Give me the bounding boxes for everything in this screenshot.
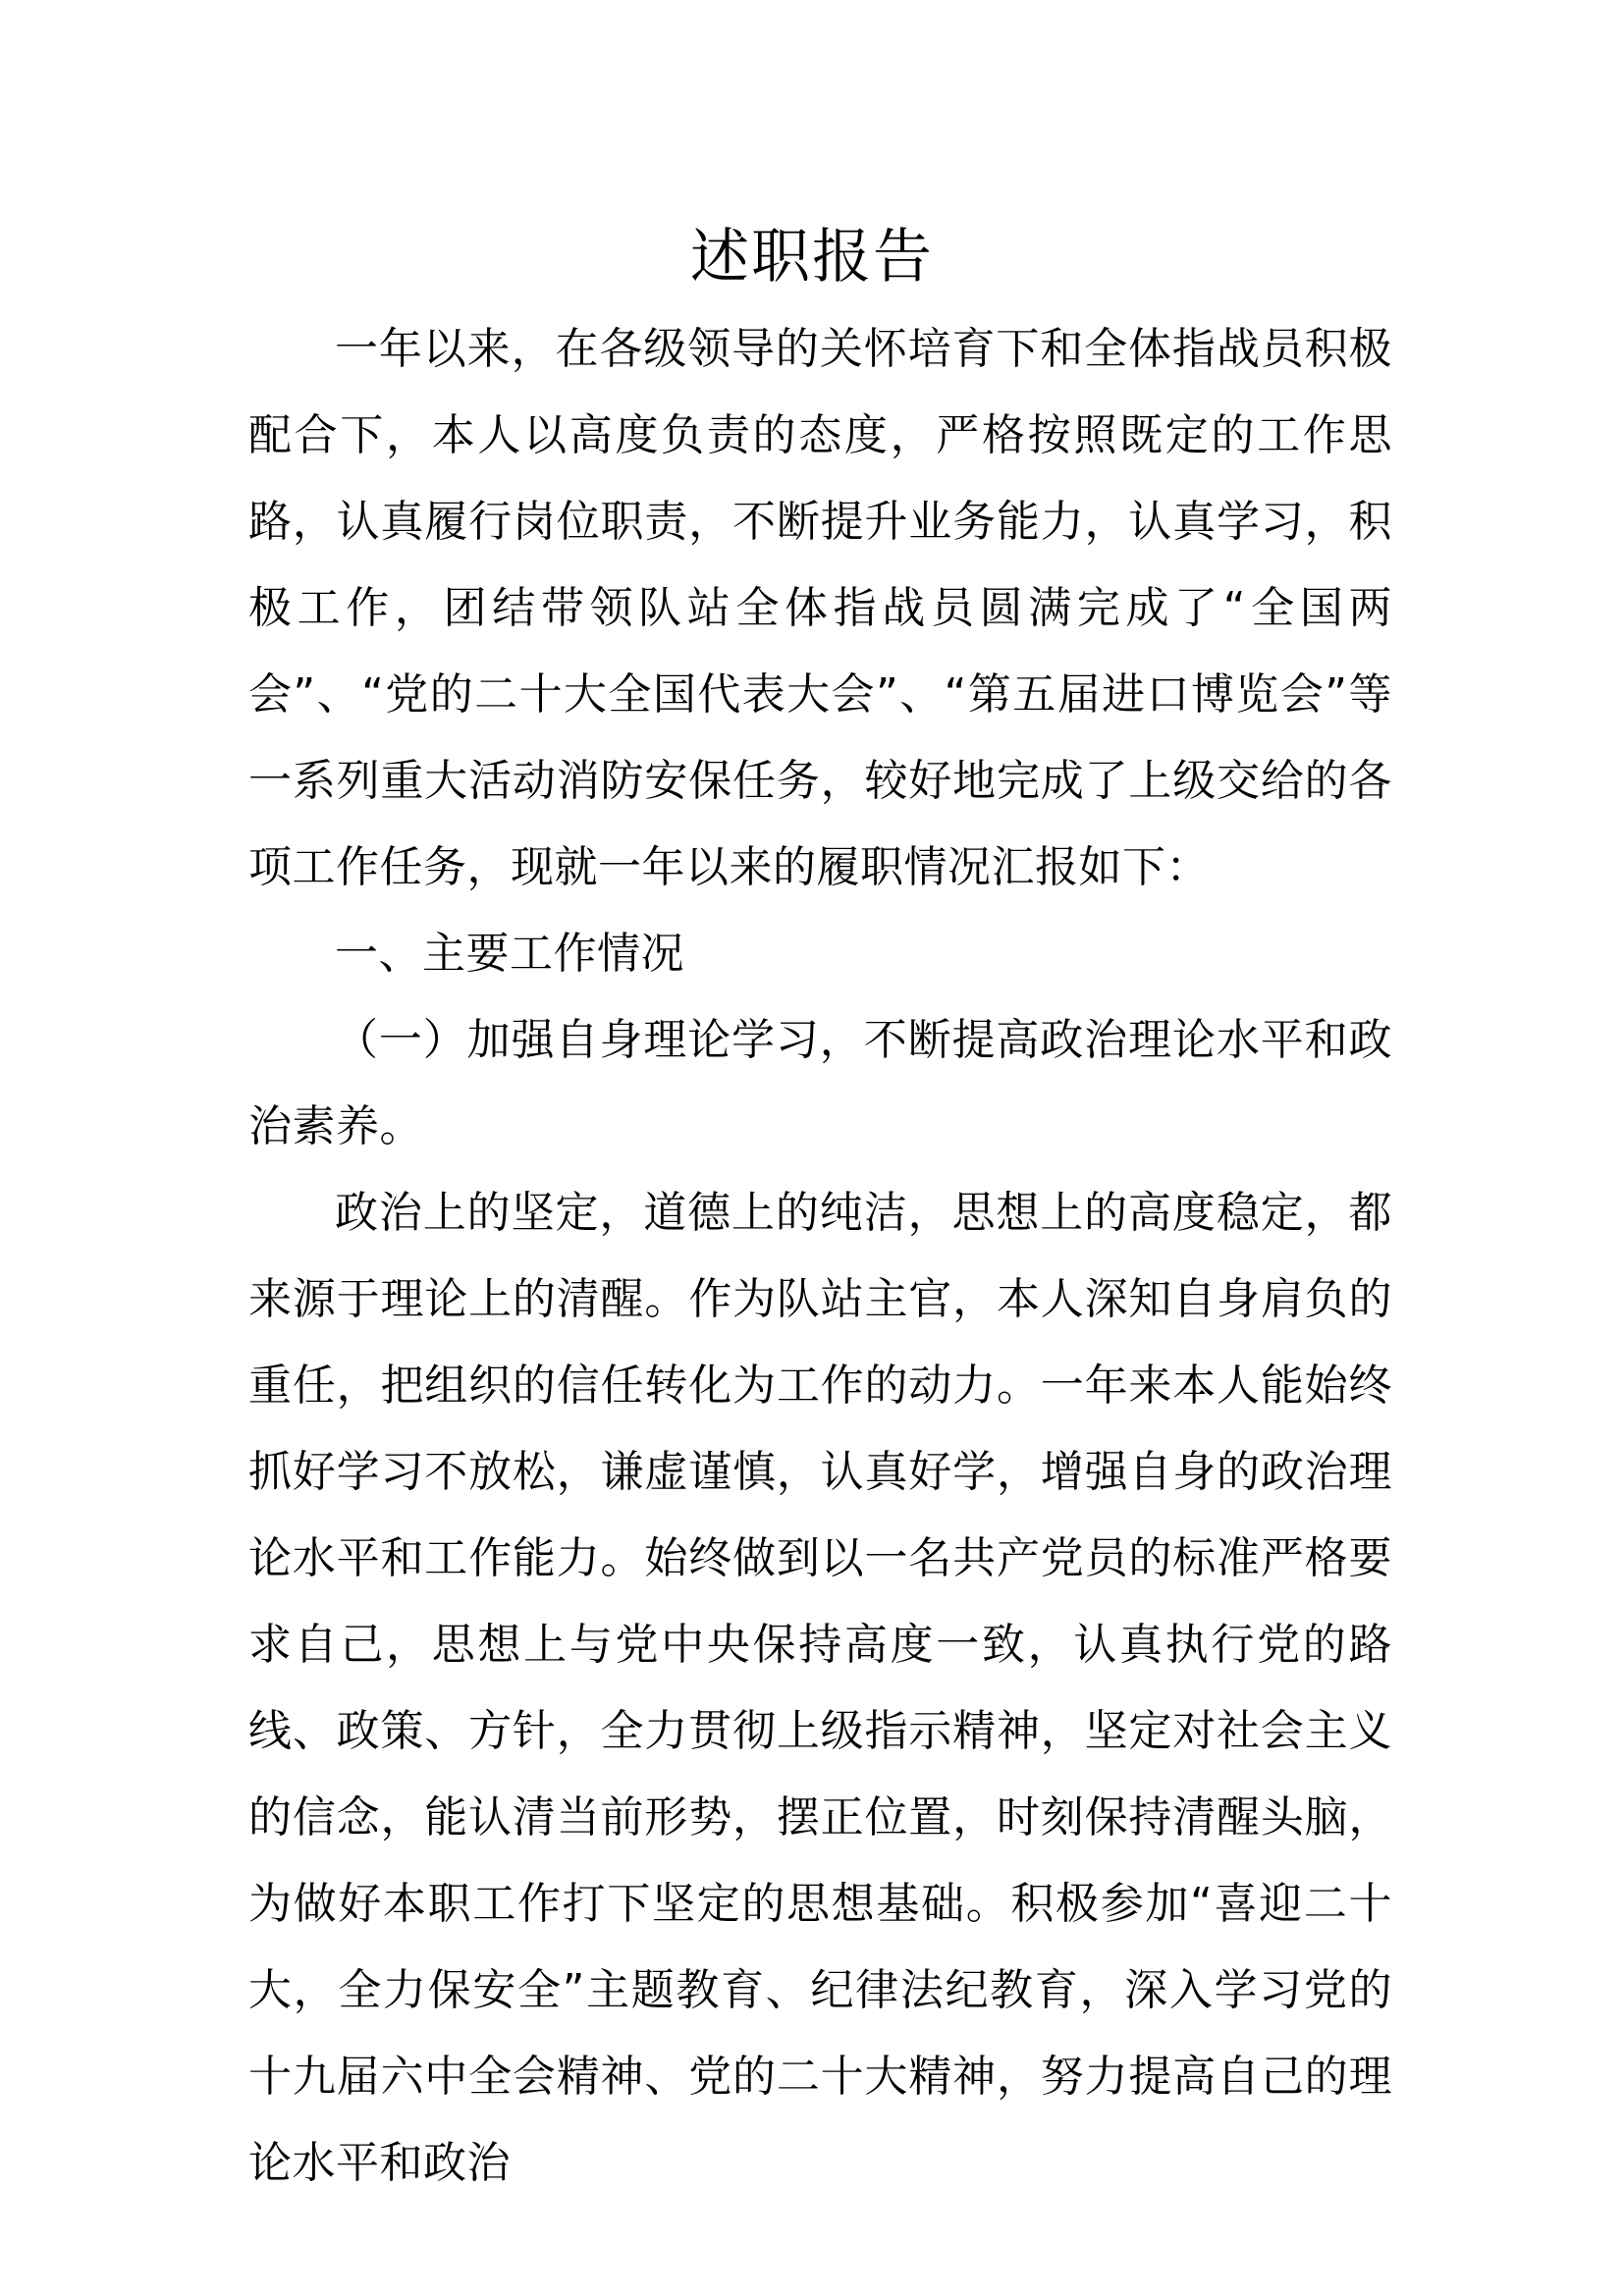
subsection-heading: （一）加强自身理论学习，不断提高政治理论水平和政治素养。 bbox=[248, 1015, 1392, 1151]
intro-paragraph: 一年以来，在各级领导的关怀培育下和全体指战员积极配合下，本人以高度负责的态度，严格按照既定的工作思路，认真履行岗位职责，不断提升业务能力，认真学习，积极工作，团结带领队站全体指战员圆满完成了“全国两会”、“党的二十大全国代表大会”、“第五届进口博览会”等一系列重大活动消防安保任务，较好地完成了上级交给的各项工作任务，现就一年以来的履职情况汇报如下： bbox=[248, 324, 1392, 892]
document-body bbox=[248, 306, 1392, 2207]
section-heading: 一、主要工作情况 bbox=[335, 929, 684, 979]
document-title: 述职报告 bbox=[690, 223, 934, 292]
body-paragraph: 政治上的坚定，道德上的纯洁，思想上的高度稳定，都来源于理论上的清醒。作为队站主官，本人深知自身肩负的重任，把组织的信任转化为工作的动力。一年来本人能始终抓好学习不放松，谦虚谨慎，认真好学，增强自身的政治理论水平和工作能力。始终做到以一名共产党员的标准严格要求自己，思想上与党中央保持高度一致，认真执行党的路线、政策、方针，全力贯彻上级指示精神，坚定对社会主义的信念，能认清当前形势，摆正位置，时刻保持清醒头脑，为做好本职工作打下坚定的思想基础。积极参加“喜迎二十大，全力保安全”主题教育、纪律法纪教育，深入学习党的十九届六中全会精神、党的二十大精神，努力提高自己的理论水平和政治 bbox=[248, 1188, 1392, 2188]
